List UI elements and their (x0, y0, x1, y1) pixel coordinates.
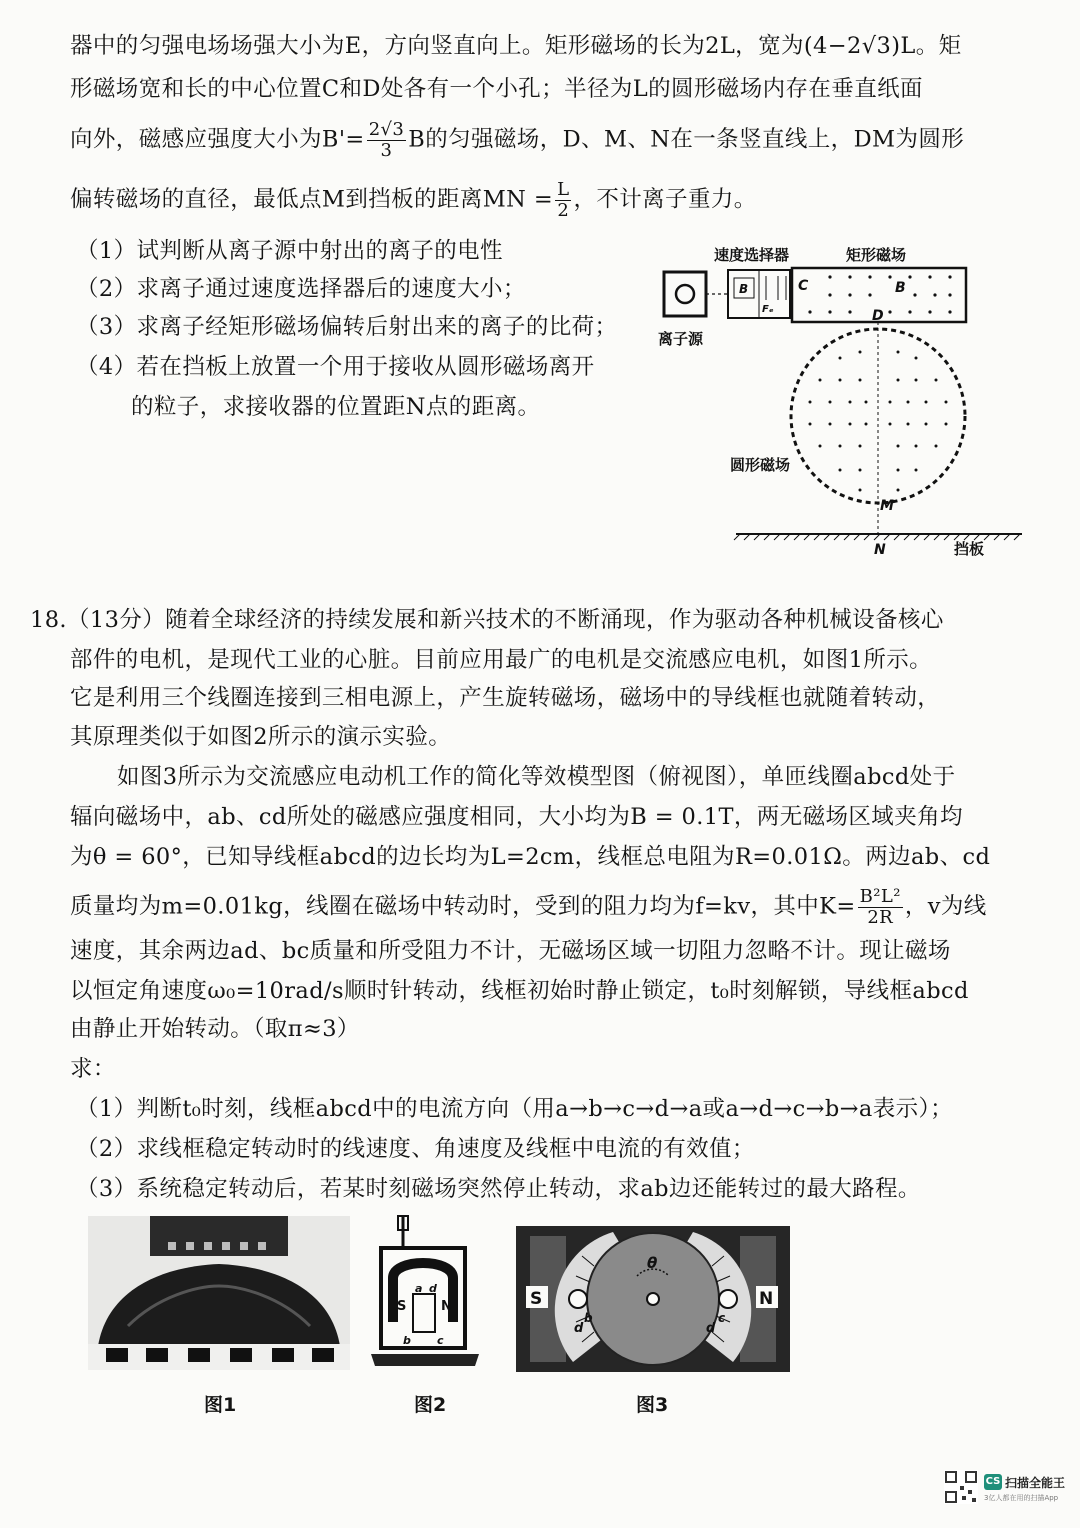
fraction-numerator: B²L² (859, 886, 901, 907)
circle-field-label: 圆形磁场 (730, 456, 791, 474)
coil-cd-section (719, 1290, 737, 1308)
b-prime-fraction (367, 120, 407, 161)
ion-source-box (664, 272, 706, 316)
p17-question-4-cont: 的粒子，求接收器的位置距N点的距离。 (131, 394, 541, 420)
p18-line-11: 由静止开始转动。（取π≈3） (70, 1016, 360, 1042)
coil-c-label: c (718, 1311, 726, 1325)
scanner-logo: CS (984, 1474, 1002, 1490)
figure-2-caption: 图2 (414, 1394, 447, 1416)
p18-line-8-end: ，v为线 (904, 893, 987, 920)
frame-a-label: a (415, 1282, 423, 1295)
figure-3-caption: 图3 (636, 1394, 669, 1416)
p17-line-3 (70, 120, 964, 161)
p18-line-8 (70, 887, 987, 928)
fraction-numerator: L (557, 179, 570, 200)
rect-b-label: B (895, 280, 906, 296)
point-c-label: C (798, 278, 809, 294)
p18-line-5: 如图3所示为交流感应电动机工作的简化等效模型图（俯视图），单匝线圈abcd处于 (117, 764, 956, 790)
p17-question-4: （4）若在挡板上放置一个用于接收从圆形磁场离开 (76, 354, 595, 380)
velocity-selector-label: 速度选择器 (714, 246, 790, 264)
p17-line-4-end: ，不计离子重力。 (573, 186, 757, 213)
scanner-app-name: 扫描全能王 (1005, 1476, 1066, 1490)
fraction-numerator: 2√3 (368, 119, 405, 140)
p18-question-2: （2）求线框稳定转动时的线速度、角速度及线框中电流的有效值； (76, 1136, 755, 1162)
mn-fraction (555, 180, 571, 221)
pole-s-label: S (530, 1289, 543, 1309)
p17-line-3-start: 向外，磁感应强度大小为B'= (70, 126, 365, 153)
p17-question-3: （3）求离子经矩形磁场偏转后射出来的离子的比荷； (76, 314, 618, 340)
p17-question-1: （1）试判断从离子源中射出的离子的电性 (76, 238, 503, 264)
p17-line-2: 形磁场宽和长的中心位置C和D处各有一个小孔；半径为L的圆形磁场内存在垂直纸面 (70, 76, 923, 102)
scanner-app-tagline: 3亿人都在用的扫描App (984, 1494, 1059, 1502)
theta-label: θ (647, 1254, 658, 1272)
frame-d-label: d (429, 1282, 437, 1295)
coil-d2-label: d (706, 1321, 716, 1336)
fraction-denominator: 2 (557, 200, 570, 221)
fraction-denominator: 3 (380, 140, 393, 161)
apparatus-base (371, 1354, 479, 1366)
rect-field-label: 矩形磁场 (846, 246, 907, 264)
p18-line-6: 辐向磁场中，ab、cd所处的磁感应强度相同，大小均为B = 0.1T，两无磁场区域夹角均 (70, 804, 963, 830)
electric-force-label: Fₑ (762, 304, 774, 315)
p18-line-9: 速度，其余两边ad、bc质量和所受阻力不计，无磁场区域一切阻力忽略不计。现让磁场 (70, 938, 951, 964)
qr-code-icon (944, 1470, 978, 1504)
figure-2-demo-apparatus (365, 1214, 485, 1374)
p17-line-4 (70, 180, 757, 221)
p18-line-2: 部件的电机，是现代工业的心脏。目前应用最广的电机是交流感应电机，如图1所示。 (70, 647, 933, 673)
k-fraction (858, 887, 903, 928)
p18-line-7: 为θ = 60°，已知导线框abcd的边长均为L=2cm，线框总电阻为R=0.01Ω。两边ab、cd (70, 844, 991, 870)
magnet-s-label: S (397, 1299, 407, 1314)
p18-question-3: （3）系统稳定转动后，若某时刻磁场突然停止转动，求ab边还能转过的最大路程。 (76, 1176, 921, 1202)
figure-3-equivalent-model (516, 1226, 790, 1372)
figure-1-caption: 图1 (204, 1394, 237, 1416)
fig17-diagram (650, 240, 1030, 565)
ion-source-label: 离子源 (658, 330, 704, 348)
coil-ab-section (569, 1290, 587, 1308)
coil-b-label: b (584, 1311, 593, 1325)
p18-line-1: 18.（13分）随着全球经济的持续发展和新兴技术的不断涌现，作为驱动各种机械设备核心 (30, 607, 944, 633)
p17-question-2: （2）求离子通过速度选择器后的速度大小； (76, 276, 526, 302)
p18-line-3: 它是利用三个线圈连接到三相电源上，产生旋转磁场，磁场中的导线框也就随着转动， (70, 685, 941, 711)
p18-question-1: （1）判断t₀时刻，线框abcd中的电流方向（用a→b→c→d→a或a→d→c→b→a表示）； (76, 1096, 954, 1122)
rotor-axle (647, 1293, 659, 1305)
selector-b-label: B (739, 282, 749, 296)
point-m-label: M (880, 498, 894, 514)
frame-b-label: b (403, 1334, 411, 1347)
frame-c-label: c (437, 1334, 444, 1347)
circle-field-boundary (791, 329, 965, 503)
p18-line-10: 以恒定角速度ω₀=10rad/s顺时针转动，线框初始时静止锁定，t₀时刻解锁，导线框abcd (70, 978, 969, 1004)
pole-n-label: N (759, 1289, 774, 1309)
baffle-label: 挡板 (954, 540, 985, 558)
p18-line-12: 求： (70, 1056, 116, 1082)
p17-line-3-end: B的匀强磁场，D、M、N在一条竖直线上，DM为圆形 (408, 126, 965, 153)
p18-line-8-start: 质量均为m=0.01kg，线圈在磁场中转动时，受到的阻力均为f=kv，其中K= (70, 893, 856, 920)
fraction-denominator: 2R (867, 907, 894, 928)
point-d-label: D (872, 308, 884, 324)
coil-d-label: d (574, 1321, 584, 1336)
figure-1-motor-photo (88, 1216, 350, 1370)
p17-line-4-start: 偏转磁场的直径，最低点M到挡板的距离MN = (70, 186, 554, 213)
magnet-n-label: N (441, 1299, 452, 1314)
p17-line-1: 器中的匀强电场场强大小为E，方向竖直向上。矩形磁场的长为2L，宽为(4−2√3)L。矩 (70, 33, 962, 59)
ion-source-icon (676, 285, 694, 303)
p18-line-4: 其原理类似于如图2所示的演示实验。 (70, 724, 452, 750)
point-n-label: N (874, 542, 886, 558)
